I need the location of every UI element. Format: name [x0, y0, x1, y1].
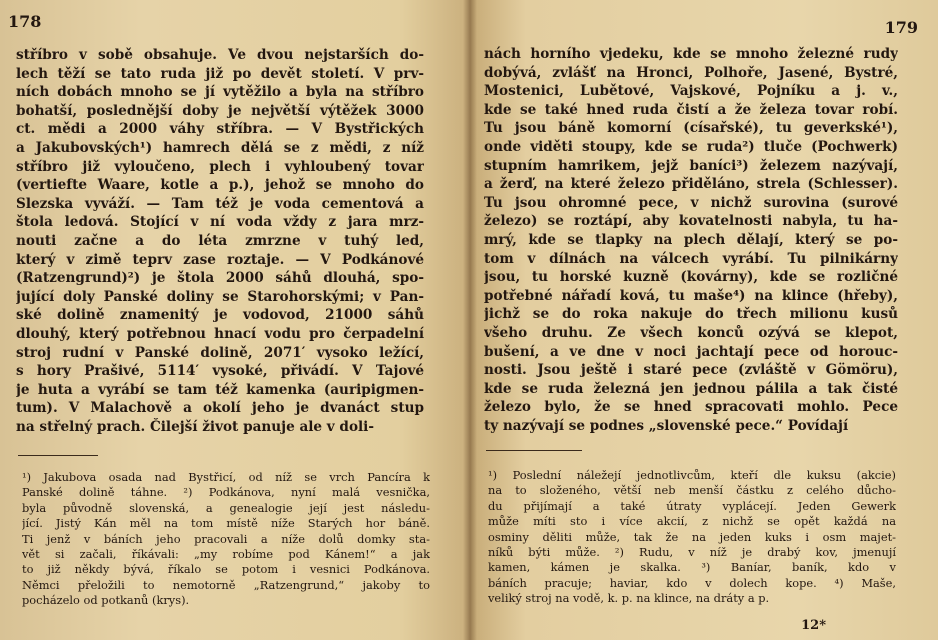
text-line: železo bylo, že se hned spracovati mohlo. Pece	[484, 399, 898, 416]
left-page-number: 178	[8, 12, 42, 31]
right-page-number: 179	[884, 18, 918, 37]
left-footnotes	[22, 470, 430, 609]
text-line: tom v dílnách na válcech vyrábí. Tu pilnikárny	[484, 250, 898, 267]
text-line: Mostenici, Lubětové, Vajskové, Pojníku a j. v.,	[484, 83, 898, 100]
text-line: Tu jsou báně komorní (císařské), tu geverkské¹),	[484, 120, 898, 137]
text-line: stříbro již vyloučeno, plech i vyhloubený tovar	[16, 158, 424, 175]
footnote-line: pocházelo od potkanů (krys).	[22, 593, 190, 608]
footnote-rule	[18, 455, 98, 456]
footnote-line: kamen, kámen je skalka. ³) Baníar, baník, kdo v	[488, 560, 896, 575]
text-line: ních dobách mnoho se jí vytěžilo a byla na stříbro	[16, 84, 424, 101]
text-line: nách horního vjedeku, kde se mnoho železné rudy	[484, 46, 898, 62]
footnote-line: může míti sto i více akcií, z nichž se opět každá na	[488, 514, 896, 529]
text-line: jichž se do roka nakuje do třech milionu kusů	[484, 306, 898, 323]
right-page-body	[484, 45, 898, 435]
book-gutter	[463, 0, 477, 640]
text-line: který v zimě teprv zase roztaje. — V Podkánové	[16, 251, 424, 268]
text-line: stupním hamrikem, jejž baníci³) železem nazývají,	[484, 157, 898, 174]
footnote-line: ¹) Jakubova osada nad Bystřicí, od níž se vrch Pancíra k	[22, 470, 430, 484]
text-line: (Ratzengrund)²) je štola 2000 sáhů dlouhá, spo-	[16, 270, 424, 287]
text-line: Slezska vyváží. — Tam též je voda cementová a	[16, 195, 424, 212]
footnote-line: du přijímají a také útraty vyplácejí. Jeden Gewerk	[488, 498, 896, 513]
footnote-line: níků býti může. ²) Rudu, v níž je drabý kov, jmenují	[488, 545, 896, 560]
left-page-body	[16, 46, 424, 436]
text-line: dlouhý, který potřebnou hnací vodu pro čerpadelní	[16, 325, 424, 342]
text-line: s hory Prašivé, 5114′ vysoké, přivádí. V Tajové	[16, 363, 424, 380]
footnote-line: báních pracuje; haviar, kdo v dolech kope. ⁴) Maše,	[488, 575, 896, 590]
footnote-line: veliký stroj na vodě, k. p. na klince, na dráty a p.	[488, 591, 770, 606]
footnote-line: ¹) Poslední náležejí jednotlivcům, kteří dle kuksu (akcie)	[488, 468, 896, 482]
footnote-line: byla původně slovenská, a genealogie její jest následu-	[22, 500, 430, 515]
text-line: onde viděti stoupy, kde se ruda²) tluče (Pochwerk)	[484, 138, 898, 155]
text-line: bušení, a ve dne v noci jachtají pece od horouc-	[484, 343, 898, 360]
text-line: potřebné nářadí ková, tu maše⁴) na klince (hřeby),	[484, 287, 898, 304]
signature-mark: 12*	[801, 618, 826, 633]
text-line: kde se také hned ruda čistí a že železa tovar robí.	[484, 101, 898, 118]
footnote-line: Panské dolině táhne. ²) Podkánova, nyní malá vesnička,	[22, 485, 430, 500]
footnote-rule	[486, 450, 582, 451]
text-line: ské dolině znamenitý je vodovod, 21000 sáhů	[16, 307, 424, 324]
text-line: všeho druhu. Ze všech konců ozývá se klepot,	[484, 324, 898, 341]
text-line: ct. mědi a 2000 váhy stříbra. — V Bystřických	[16, 121, 424, 138]
footnote-line: jící. Jistý Kán měl na tom místě níže Starých hor báně.	[22, 516, 430, 531]
text-line: mrý, kde se tlapky na plech dělají, který se po-	[484, 231, 898, 248]
text-line: stříbro v sobě obsahuje. Ve dvou nejstarších do-	[16, 47, 424, 63]
footnote-line: vět si začali, říkávali: „my robíme pod Kánem!“ a jak	[22, 547, 430, 562]
text-line: nosti. Jsou ještě i staré pece (zvláště v Gömöru),	[484, 362, 898, 379]
right-page	[470, 0, 938, 640]
text-line: a žerď, na které železo přiděláno, strela (Schlesser).	[484, 176, 898, 193]
text-line: ty nazývají se podnes „slovenské pece.“ Povídají	[484, 417, 849, 434]
text-line: dobývá, zvlášť na Hronci, Polhoře, Jasené, Bystré,	[484, 64, 898, 81]
footnote-line: Ti jenž v báních jeho pracovali a níže dolů domky sta-	[22, 531, 430, 546]
text-line: bohatší, poslednější doby je největší výtěžek 3000	[16, 102, 424, 119]
right-footnotes	[488, 468, 896, 607]
text-line: kde se ruda železná jen jednou pálila a tak čisté	[484, 380, 898, 397]
text-line: železo) se roztápí, aby kovatelnosti nabyla, tu ha-	[484, 213, 898, 230]
text-line: lech těží se tato ruda již po devět století. V prv-	[16, 65, 424, 82]
text-line: (vertiefte Waare, kotle a p.), jehož se mnoho do	[16, 177, 424, 194]
text-line: stroj rudní v Panské dolině, 2071′ vysoko ležící,	[16, 344, 424, 361]
footnote-line: Němci přeložili to nemotorně „Ratzengrund,“ jakoby to	[22, 577, 430, 592]
text-line: tum). V Malachově a okolí jeho je dvanáct stup	[16, 400, 424, 417]
text-line: Tu jsou ohromné pece, v nichž surovina (surové	[484, 194, 898, 211]
footnote-line: osminy děliti může, tak že na jeden kuks i osm majet-	[488, 529, 896, 544]
text-line: jsou, tu horské kuzně (kovárny), kde se rozličné	[484, 269, 898, 286]
footnote-line: to již někdy bývá, říkalo se potom i vesnici Podkánova.	[22, 562, 430, 577]
text-line: na střelný prach. Čilejší život panuje ale v doli-	[16, 418, 374, 435]
text-line: nouti začne a do léta zmrzne v tuhý led,	[16, 232, 424, 249]
text-line: štola ledová. Stojící v ní voda vždy z jara mrz-	[16, 214, 424, 231]
footnote-line: na to složeného, větší neb menší částku z celého důcho-	[488, 483, 896, 498]
text-line: a Jakubovských¹) hamrech dělá se z mědi, z níž	[16, 139, 424, 156]
text-line: jující doly Panské doliny se Starohorskými; v Pan-	[16, 288, 424, 305]
text-line: je huta a vyrábí se tam též kamenka (auripigmen-	[16, 381, 424, 398]
